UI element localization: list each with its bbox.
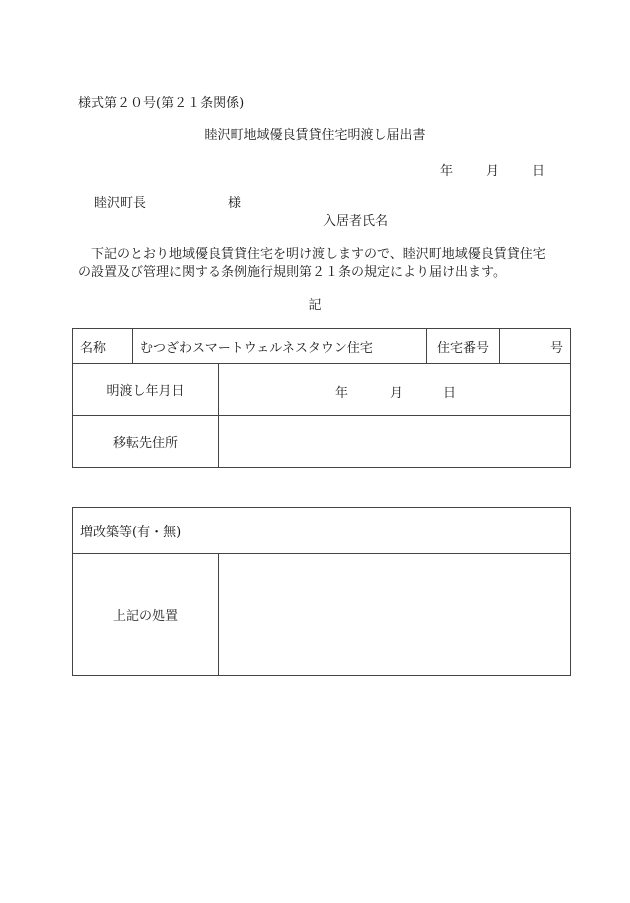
- move-out-date-field[interactable]: [219, 364, 571, 416]
- housing-info-table: [72, 328, 571, 468]
- form-number: 様式第２０号(第２１条関係): [78, 96, 245, 111]
- move-out-year-label: 年: [335, 385, 349, 401]
- addressee-honorific: 様: [228, 196, 242, 211]
- new-address-field[interactable]: [219, 416, 571, 468]
- disposition-label-cell: 上記の処置: [73, 554, 219, 676]
- submission-date: [440, 164, 545, 180]
- renovation-table: [72, 507, 571, 676]
- move-out-date-label-cell: 明渡し年月日: [73, 364, 219, 416]
- house-number-field[interactable]: 号: [500, 329, 571, 364]
- house-number-label-cell: 住宅番号: [427, 329, 500, 364]
- body-text: [78, 246, 552, 282]
- ki-heading: 記: [308, 298, 322, 313]
- move-out-month-label: 月: [390, 385, 404, 401]
- tenant-name-label: 入居者氏名: [323, 214, 389, 229]
- name-label-cell: 名称: [73, 329, 133, 364]
- name-value-cell: むつざわスマートウェルネスタウン住宅: [133, 329, 427, 364]
- date-day-label: 日: [531, 164, 545, 179]
- date-year-label: 年: [440, 164, 454, 179]
- move-out-day-label: 日: [443, 385, 457, 401]
- document-title: 睦沢町地域優良賃貸住宅明渡し届出書: [204, 128, 426, 143]
- addressee-mayor: 睦沢町長: [94, 196, 147, 211]
- date-month-label: 月: [485, 164, 499, 179]
- body-paragraph: 下記のとおり地域優良賃貸住宅を明け渡しますので、睦沢町地域優良賃貸住宅の設置及び管理に関する条例施行規則第２１条の規定により届け出ます。: [78, 247, 546, 280]
- new-address-label-cell: 移転先住所: [73, 416, 219, 468]
- renovation-label-cell[interactable]: 増改築等(有・無): [73, 508, 571, 554]
- disposition-field[interactable]: [219, 554, 571, 676]
